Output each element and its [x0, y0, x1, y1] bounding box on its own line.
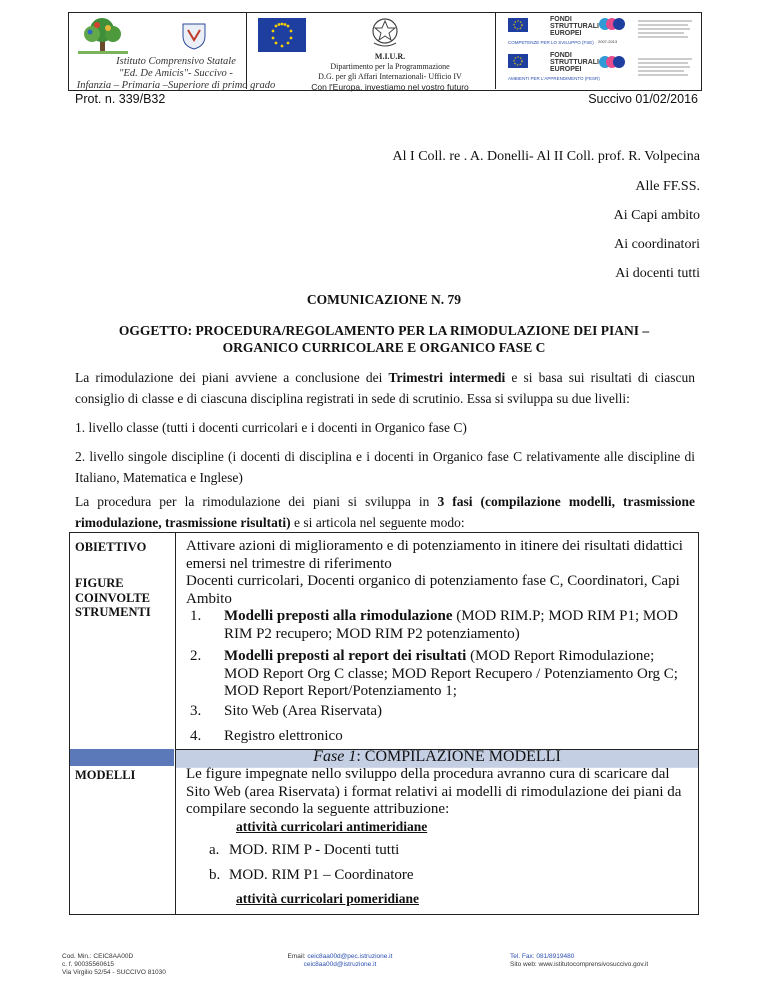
footer-line: c. f. 90035560615 [62, 961, 115, 968]
modello-item-b [209, 867, 715, 885]
pon-years: 2007-2013 [598, 39, 618, 44]
ministry-text-lines [638, 18, 694, 44]
modelli-text: Le figure impegnate nello sviluppo della procedura avranno cura di scaricare dal Sito Web (area Riservata) i format relativi ai modelli di rimodulazione dei piani da compilare secondo la seguente attribuzione: [186, 766, 682, 817]
text: La rimodulazione dei piani avviene a conclusione dei [75, 370, 389, 385]
region-crest-icon [180, 22, 208, 50]
ministry-block [638, 56, 694, 82]
italian-republic-emblem-icon [370, 16, 400, 48]
eu-flag-icon [508, 18, 528, 32]
miur-motto: Con l'Europa, investiamo nel vostro futuro [311, 82, 469, 92]
strumenti-item-3 [190, 703, 692, 721]
addressee: Ai docenti tutti [615, 266, 700, 281]
ministry-block [638, 18, 694, 44]
label-figure [75, 576, 150, 606]
text: Sito Web (Area Riservata) [224, 703, 383, 719]
text: MOD. RIM P - Docenti tutti [229, 842, 400, 858]
text: (MOD Report Rimodulazione; MOD Report Org C classe; MOD Report Recupero / Potenziamento Org C; MOD Report Report/Potenziamento 1; [224, 648, 678, 699]
eu-flag-icon [508, 54, 528, 68]
eu-flag-icon [258, 18, 306, 52]
obiettivo-text: Attivare azioni di miglioramento e di potenziamento in itinere dei risultati didattici emersi nel trimestre di riferimento [186, 538, 683, 572]
miur-title: M.I.U.R. [374, 52, 406, 61]
text: : COMPILAZIONE MODELLI [356, 748, 561, 765]
label-line: FIGURE [75, 576, 124, 590]
phase-row-left [70, 749, 174, 766]
label-modelli: MODELLI [75, 768, 136, 782]
list-letter: a. [209, 842, 220, 858]
school-line: "Ed. De Amicis"- Succivo - [119, 68, 233, 79]
paragraph-procedure [75, 491, 695, 533]
table-divider [175, 532, 176, 915]
text-bold: Trimestri intermedi [388, 370, 506, 385]
school-tree-logo [70, 16, 136, 56]
strumenti-item-2 [190, 648, 692, 701]
text: La procedura per la rimodulazione dei piani si sviluppa in [75, 494, 438, 509]
text-bold: 3 fasi (compilazione modelli, trasmissione rimodulazione, trasmissione risultati) [75, 494, 696, 530]
phase-1-title [176, 748, 698, 766]
pon-banner-text: FONDI STRUTTURALI EUROPEI [550, 52, 599, 73]
text: MOD. RIM P1 – Coordinatore [229, 867, 414, 883]
modello-item-a [209, 842, 715, 860]
paragraph-level-2: 2. livello singole discipline (i docenti di disciplina e i docenti in Organico fase C relativamente alle discipline di Italiano, Matematica e Inglese) [75, 449, 695, 485]
website-link[interactable]: Sito web: www.istitutocomprensivosuccivo.gov.it [510, 961, 649, 968]
pon-logo-icon [598, 52, 626, 72]
text: e si articola nel seguente modo: [290, 515, 465, 530]
school-line: Infanzia – Primaria –Superiore di primo grado [76, 80, 276, 91]
addressee: Ai Capi ambito [613, 208, 700, 223]
letterhead-divider [495, 12, 496, 89]
heading-pomeridiane: attività curricolari pomeridiane [236, 891, 419, 906]
footer-email [280, 953, 400, 969]
miur-block [300, 52, 480, 92]
list-number: 3. [190, 703, 202, 719]
miur-line: D.G. per gli Affari Internazionali- Ufficio IV [318, 72, 462, 81]
paragraph-intro [75, 367, 695, 409]
footer-line: Via Virgilio 52/54 - SUCCIVO 81030 [62, 969, 166, 976]
strumenti-item-1 [190, 608, 692, 643]
pon-banner-fesr [508, 52, 598, 82]
figure-text: Docenti curricolari, Docenti organico di potenziamento fase C, Coordinatori, Capi Ambito [186, 573, 680, 607]
email-link[interactable]: ceic8aa00d@istruzione.it [303, 961, 377, 968]
document-date: Succivo 01/02/2016 [588, 92, 698, 106]
tel-link[interactable]: 081/8919480 [536, 953, 575, 960]
ministry-text-lines [638, 56, 694, 82]
pon-logo-icon [598, 14, 626, 34]
email-label: Email: [287, 953, 308, 960]
footer-contacts [510, 953, 648, 969]
oggetto-line: ORGANICO CURRICOLARE E ORGANICO FASE C [222, 340, 546, 355]
label-line: COINVOLTE [75, 591, 151, 605]
miur-line: Dipartimento per la Programmazione [330, 62, 450, 71]
addressee: Alle FF.SS. [635, 179, 700, 194]
pon-caption: COMPETENZE PER LO SVILUPPO (FSE) [508, 40, 594, 45]
addressee: Ai coordinatori [614, 237, 700, 252]
oggetto-line: OGGETTO: PROCEDURA/REGOLAMENTO PER LA RIMODULAZIONE DEI PIANI – [118, 323, 650, 338]
tel-label: Tel. Fax: [510, 953, 537, 960]
list-number: 2. [190, 648, 202, 664]
school-line: Istituto Comprensivo Statale [116, 56, 236, 67]
list-letter: b. [209, 867, 221, 883]
addressee: Al I Coll. re . A. Donelli- Al II Coll. prof. R. Volpecina [392, 149, 700, 164]
text-bold: Modelli preposti alla rimodulazione [224, 608, 453, 624]
oggetto [0, 322, 768, 356]
footer-left [62, 953, 166, 977]
list-number: 4. [190, 728, 202, 744]
pon-caption: AMBIENTI PER L'APPRENDIMENTO (FESR) [508, 76, 600, 81]
protocol-number: Prot. n. 339/B32 [75, 92, 166, 106]
heading-antimeridiane: attività curricolari antimeridiane [236, 819, 428, 834]
label-strumenti: STRUMENTI [75, 605, 151, 619]
text: Registro elettronico [224, 728, 343, 744]
pon-logo [598, 14, 628, 44]
pon-banner-fse [508, 16, 598, 46]
paragraph-level-1: 1. livello classe (tutti i docenti curricolari e i docenti in Organico fase C) [75, 420, 467, 435]
text: (MOD RIM.P; MOD RIM P1; MOD RIM P2 recupero; MOD RIM P2 potenziamento) [224, 608, 678, 642]
list-number: 1. [190, 608, 202, 624]
email-link[interactable]: ceic8aa00d@pec.istruzione.it [307, 953, 393, 960]
pon-banner-text: FONDI STRUTTURALI EUROPEI [550, 16, 599, 37]
footer-line: Cod. Min.: CEIC8AA00D [62, 953, 134, 960]
pon-logo [598, 52, 628, 82]
label-obiettivo: OBIETTIVO [75, 540, 147, 554]
text-italic: Fase 1 [313, 748, 357, 765]
comunicazione-title: COMUNICAZIONE N. 79 [306, 292, 462, 307]
text: e si basa sui risultati di ciascun consiglio di classe e di ciascuna disciplina registrati in sede di scrutinio. Essa si sviluppa su due livelli: [75, 370, 696, 406]
text-bold: Modelli preposti al report dei risultati [224, 648, 467, 664]
school-name [66, 56, 286, 92]
strumenti-item-4 [190, 728, 692, 746]
